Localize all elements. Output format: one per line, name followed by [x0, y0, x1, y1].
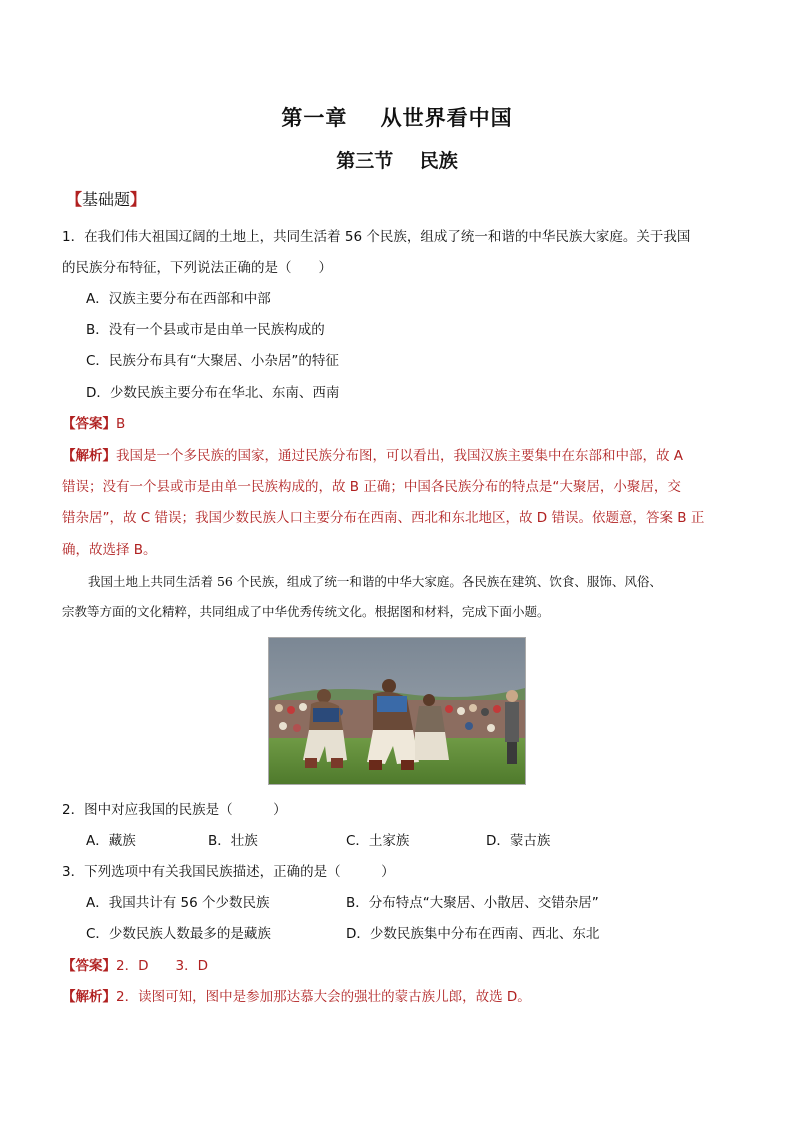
q1-option-c: C．民族分布具有“大聚居、小杂居”的特征	[86, 353, 339, 369]
q3-option-d: D．少数民族集中分布在西南、西北、东北	[346, 926, 600, 942]
q1-analysis-line1	[62, 446, 683, 466]
material-line1: 我国土地上共同生活着 56 个民族，组成了统一和谐的中华大家庭。各民族在建筑、饮食、服饰、风俗、	[88, 574, 662, 589]
section-title: 第三节 民族	[336, 150, 458, 172]
q3-stem: 3．下列选项中有关我国民族描述，正确的是（ ）	[62, 864, 395, 880]
q1-analysis-line2: 错误；没有一个县或市是由单一民族构成的，故 B 正确；中国各民族分布的特点是“大聚居，小聚居，交	[62, 479, 681, 495]
analysis-text-2: 2．读图可知，图中是参加那达慕大会的强壮的蒙古族儿郎，故选 D。	[116, 989, 531, 1005]
q1-stem-line1: 1．在我们伟大祖国辽阔的土地上，共同生活着 56 个民族，组成了统一和谐的中华民族大家庭。关于我国	[62, 229, 691, 245]
q2-option-d: D．蒙古族	[486, 833, 551, 849]
q2-option-c: C．土家族	[346, 833, 410, 849]
answer-label: 【答案】	[62, 416, 116, 432]
analysis-label: 【解析】	[62, 448, 116, 464]
answer-label-2: 【答案】	[62, 958, 116, 974]
material-line2: 宗教等方面的文化精粹，共同组成了中华优秀传统文化。根据图和材料，完成下面小题。	[62, 604, 550, 619]
wrestling-photo-drawing	[269, 638, 525, 784]
q2-stem: 2．图中对应我国的民族是（ ）	[62, 802, 287, 818]
q2-option-a: A．藏族	[86, 833, 136, 849]
chapter-title: 第一章 从世界看中国	[281, 105, 513, 130]
analysis-label-2: 【解析】	[62, 989, 116, 1005]
q1-option-a: A．汉族主要分布在西部和中部	[86, 291, 271, 307]
q1-analysis-line4: 确，故选择 B。	[62, 542, 157, 558]
q1-stem-line2: 的民族分布特征，下列说法正确的是（ ）	[62, 260, 332, 276]
q23-analysis	[62, 987, 531, 1007]
q23-answer	[62, 956, 208, 976]
q1-option-d: D．少数民族主要分布在华北、东南、西南	[86, 385, 340, 401]
bracket-open: 【	[66, 190, 83, 209]
bracket-close: 】	[130, 190, 147, 209]
q1-answer	[62, 414, 125, 434]
q1-analysis-line3: 错杂居”，故 C 错误；我国少数民族人口主要分布在西南、西北和东北地区，故 D 错误。依题意，答案 B 正	[62, 510, 705, 526]
wrestling-photo	[268, 637, 526, 785]
q3-option-c: C．少数民族人数最多的是藏族	[86, 926, 271, 942]
q3-option-b: B．分布特点“大聚居、小散居、交错杂居”	[346, 895, 599, 911]
answer-value: B	[116, 416, 126, 432]
q1-option-b: B．没有一个县或市是由单一民族构成的	[86, 322, 325, 338]
analysis-text: 我国是一个多民族的国家，通过民族分布图，可以看出，我国汉族主要集中在东部和中部，故 A	[116, 448, 684, 464]
basic-section-label	[66, 190, 146, 210]
answer-value-2: 2．D 3．D	[116, 958, 208, 974]
q2-option-b: B．壮族	[208, 833, 258, 849]
basic-label-text: 基础题	[82, 190, 131, 209]
q3-option-a: A．我国共计有 56 个少数民族	[86, 895, 270, 911]
